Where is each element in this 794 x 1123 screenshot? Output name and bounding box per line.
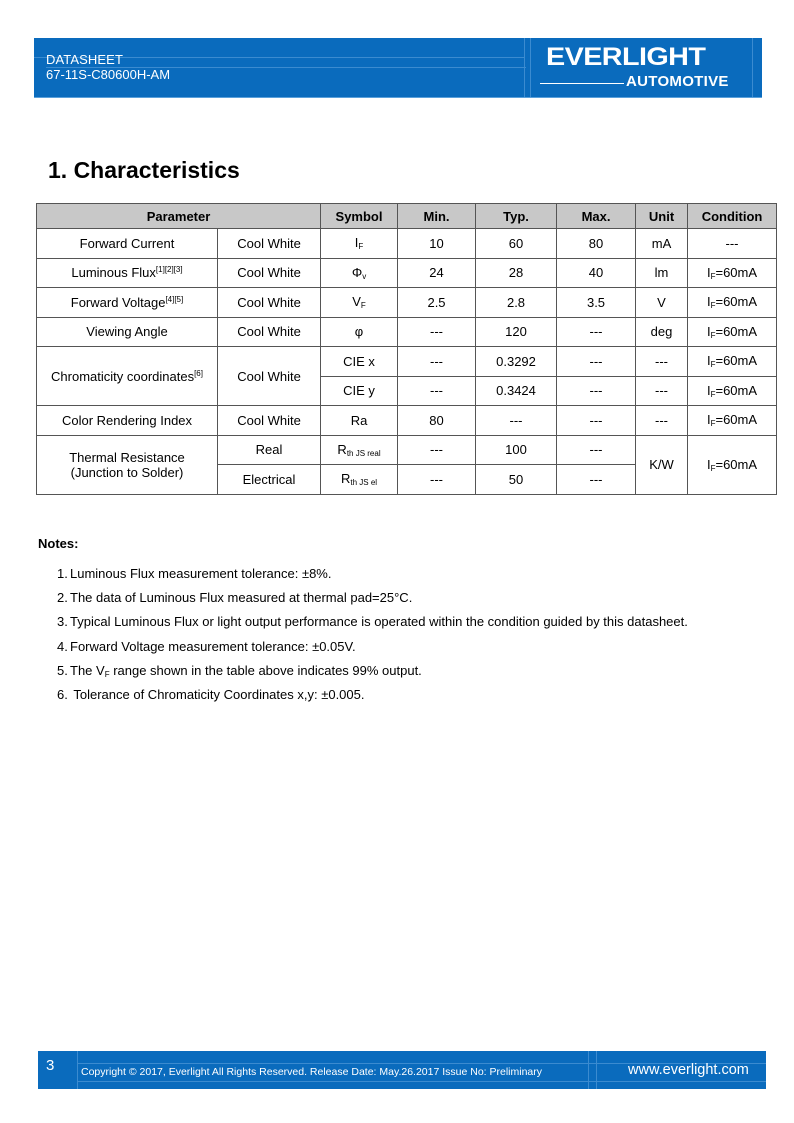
note-text — [70, 663, 422, 687]
variant-cell: Cool White — [218, 288, 321, 318]
symbol-main: R — [340, 471, 351, 487]
condition-cell — [688, 258, 777, 288]
min-cell: --- — [398, 347, 476, 377]
note-text: Forward Voltage measurement tolerance: ±0.05V. — [70, 638, 356, 654]
min-cell: 2.5 — [398, 288, 476, 318]
note-number: 5. — [57, 662, 68, 678]
parameter-cell — [37, 229, 218, 259]
note-item — [57, 663, 688, 687]
variant-cell: Real — [218, 435, 321, 465]
footer-grid-line — [77, 1081, 766, 1082]
note-number: 6. — [57, 686, 68, 702]
brand-logo: EVERLIGHT — [546, 43, 706, 71]
max-cell: --- — [557, 347, 636, 377]
typ-cell: 0.3424 — [476, 376, 557, 406]
typ-cell: 120 — [476, 317, 557, 347]
footnote-ref: [1][2][3] — [155, 265, 183, 275]
note-item — [57, 590, 688, 614]
logo-rule — [540, 83, 624, 84]
symbol-sub: F — [358, 242, 364, 252]
condition-cell — [688, 347, 777, 377]
unit-cell: deg — [636, 317, 688, 347]
website-link[interactable]: www.everlight.com — [628, 1062, 749, 1078]
condition-sub: F — [710, 389, 716, 399]
condition-tail: =60mA — [715, 294, 758, 310]
variant-cell: Electrical — [218, 465, 321, 495]
table-row — [37, 435, 777, 465]
condition-tail: =60mA — [715, 323, 758, 339]
condition-tail: =60mA — [715, 456, 758, 472]
notes-title: Notes: — [38, 536, 79, 551]
condition-cell — [688, 317, 777, 347]
symbol-cell — [321, 258, 398, 288]
table-row — [37, 317, 777, 347]
symbol-cell — [321, 288, 398, 318]
table-row — [37, 347, 777, 377]
parameter-label: Chromaticity coordinates — [51, 368, 195, 384]
header-max: Max. — [557, 204, 636, 229]
header-grid-line — [524, 38, 525, 98]
min-cell: 24 — [398, 258, 476, 288]
page-number: 3 — [46, 1057, 55, 1074]
min-cell: 10 — [398, 229, 476, 259]
variant-cell: Cool White — [218, 258, 321, 288]
condition-cell — [688, 406, 777, 436]
min-cell: 80 — [398, 406, 476, 436]
table-row — [37, 258, 777, 288]
condition-cell: --- — [688, 229, 777, 259]
symbol-cell: Ra — [321, 406, 398, 436]
condition-main: I — [706, 353, 711, 369]
header-band — [34, 38, 762, 98]
min-cell: --- — [398, 465, 476, 495]
notes-list — [57, 566, 688, 711]
condition-sub: F — [710, 419, 716, 429]
min-cell: --- — [398, 317, 476, 347]
unit-cell: lm — [636, 258, 688, 288]
condition-tail: =60mA — [715, 353, 758, 369]
condition-cell — [688, 435, 777, 494]
typ-cell: 2.8 — [476, 288, 557, 318]
unit-cell: mA — [636, 229, 688, 259]
note-item — [57, 639, 688, 663]
footnote-ref: [6] — [194, 368, 203, 378]
unit-cell: K/W — [636, 435, 688, 494]
footer-grid-line — [77, 1051, 78, 1089]
condition-sub: F — [710, 271, 716, 281]
note-number: 1. — [57, 566, 68, 581]
variant-cell: Cool White — [218, 347, 321, 406]
symbol-cell — [321, 435, 398, 465]
symbol-main: Φ — [351, 264, 363, 280]
footer-grid-line — [588, 1051, 589, 1089]
unit-cell: --- — [636, 376, 688, 406]
footer-grid-line — [596, 1051, 597, 1089]
condition-cell — [688, 376, 777, 406]
header-symbol: Symbol — [321, 204, 398, 229]
max-cell: 80 — [557, 229, 636, 259]
min-cell: --- — [398, 376, 476, 406]
symbol-cell — [321, 229, 398, 259]
symbol-cell — [321, 465, 398, 495]
header-grid-line — [530, 38, 531, 98]
footnote-ref: [4][5] — [165, 294, 184, 304]
table-header-row — [37, 204, 777, 229]
header-min: Min. — [398, 204, 476, 229]
unit-cell: --- — [636, 347, 688, 377]
part-number: 67-11S-C80600H-AM — [46, 67, 171, 82]
condition-main: I — [706, 382, 711, 398]
symbol-cell: CIE x — [321, 347, 398, 377]
variant-cell: Cool White — [218, 317, 321, 347]
max-cell: --- — [557, 406, 636, 436]
condition-tail: =60mA — [715, 264, 758, 280]
parameter-label: Luminous Flux — [71, 265, 156, 281]
header-unit: Unit — [636, 204, 688, 229]
header-parameter: Parameter — [37, 204, 321, 229]
symbol-cell: CIE y — [321, 376, 398, 406]
parameter-line-1: Thermal Resistance — [69, 449, 185, 465]
note-text: Luminous Flux measurement tolerance: ±8%. — [70, 566, 332, 581]
min-cell: --- — [398, 435, 476, 465]
max-cell: --- — [557, 317, 636, 347]
note-text-sub: F — [104, 669, 110, 679]
footer-band — [38, 1051, 766, 1089]
typ-cell: --- — [476, 406, 557, 436]
note-item — [57, 687, 688, 711]
parameter-cell: Color Rendering Index — [37, 406, 218, 436]
condition-main: I — [706, 412, 711, 428]
typ-cell: 100 — [476, 435, 557, 465]
note-text: Tolerance of Chromaticity Coordinates x,y: ±0.005. — [70, 686, 365, 702]
header-condition: Condition — [688, 204, 777, 229]
note-number: 4. — [57, 638, 68, 654]
note-item — [57, 566, 688, 590]
table-row — [37, 229, 777, 259]
unit-cell: --- — [636, 406, 688, 436]
condition-main: I — [706, 456, 711, 472]
parameter-cell — [37, 347, 218, 406]
typ-cell: 28 — [476, 258, 557, 288]
symbol-main: R — [337, 441, 347, 457]
section-title: 1. Characteristics — [48, 157, 240, 183]
note-number: 3. — [57, 614, 68, 630]
note-text: The data of Luminous Flux measured at thermal pad=25°C. — [70, 590, 413, 606]
note-text-pre: The V — [70, 662, 105, 678]
variant-cell: Cool White — [218, 406, 321, 436]
condition-sub: F — [710, 360, 716, 370]
parameter-cell — [37, 258, 218, 288]
condition-sub: F — [710, 301, 716, 311]
parameter-label: Forward Voltage — [70, 294, 166, 310]
condition-tail: =60mA — [715, 412, 758, 428]
max-cell: --- — [557, 465, 636, 495]
typ-cell: 50 — [476, 465, 557, 495]
table-row — [37, 406, 777, 436]
max-cell: 40 — [557, 258, 636, 288]
symbol-sub: th JS real — [346, 448, 381, 458]
header-typ: Typ. — [476, 204, 557, 229]
condition-sub: F — [710, 463, 716, 473]
characteristics-table — [36, 203, 777, 495]
parameter-cell: Viewing Angle — [37, 317, 218, 347]
max-cell: --- — [557, 376, 636, 406]
condition-sub: F — [710, 330, 716, 340]
parameter-cell — [37, 288, 218, 318]
table-row — [37, 288, 777, 318]
note-text: Typical Luminous Flux or light output performance is operated within the condition guided by this datasheet. — [70, 614, 688, 630]
note-text-post: range shown in the table above indicates 99% output. — [109, 662, 422, 678]
symbol-main: I — [354, 235, 359, 251]
header-grid-line — [752, 38, 753, 98]
max-cell: 3.5 — [557, 288, 636, 318]
parameter-label: Forward Current — [79, 235, 175, 251]
condition-tail: =60mA — [715, 382, 758, 398]
symbol-sub: th JS el — [350, 478, 378, 488]
note-number: 2. — [57, 590, 68, 606]
unit-cell: V — [636, 288, 688, 318]
symbol-sub: F — [360, 301, 366, 311]
symbol-main: V — [352, 294, 361, 310]
sub-brand: AUTOMOTIVE — [626, 73, 729, 90]
typ-cell: 60 — [476, 229, 557, 259]
symbol-sub: v — [362, 271, 367, 281]
condition-main: I — [706, 294, 711, 310]
note-item — [57, 614, 688, 638]
condition-cell — [688, 288, 777, 318]
doc-type: DATASHEET — [46, 52, 123, 67]
max-cell: --- — [557, 435, 636, 465]
variant-cell: Cool White — [218, 229, 321, 259]
parameter-line-2: (Junction to Solder) — [70, 464, 184, 480]
condition-main: I — [706, 323, 711, 339]
parameter-cell — [37, 435, 218, 494]
condition-main: I — [706, 264, 711, 280]
header-bottom-line — [34, 97, 762, 98]
typ-cell: 0.3292 — [476, 347, 557, 377]
copyright-text: Copyright © 2017, Everlight All Rights Reserved. Release Date: May.26.2017 Issue No: Preliminary — [81, 1066, 543, 1078]
symbol-cell: φ — [321, 317, 398, 347]
